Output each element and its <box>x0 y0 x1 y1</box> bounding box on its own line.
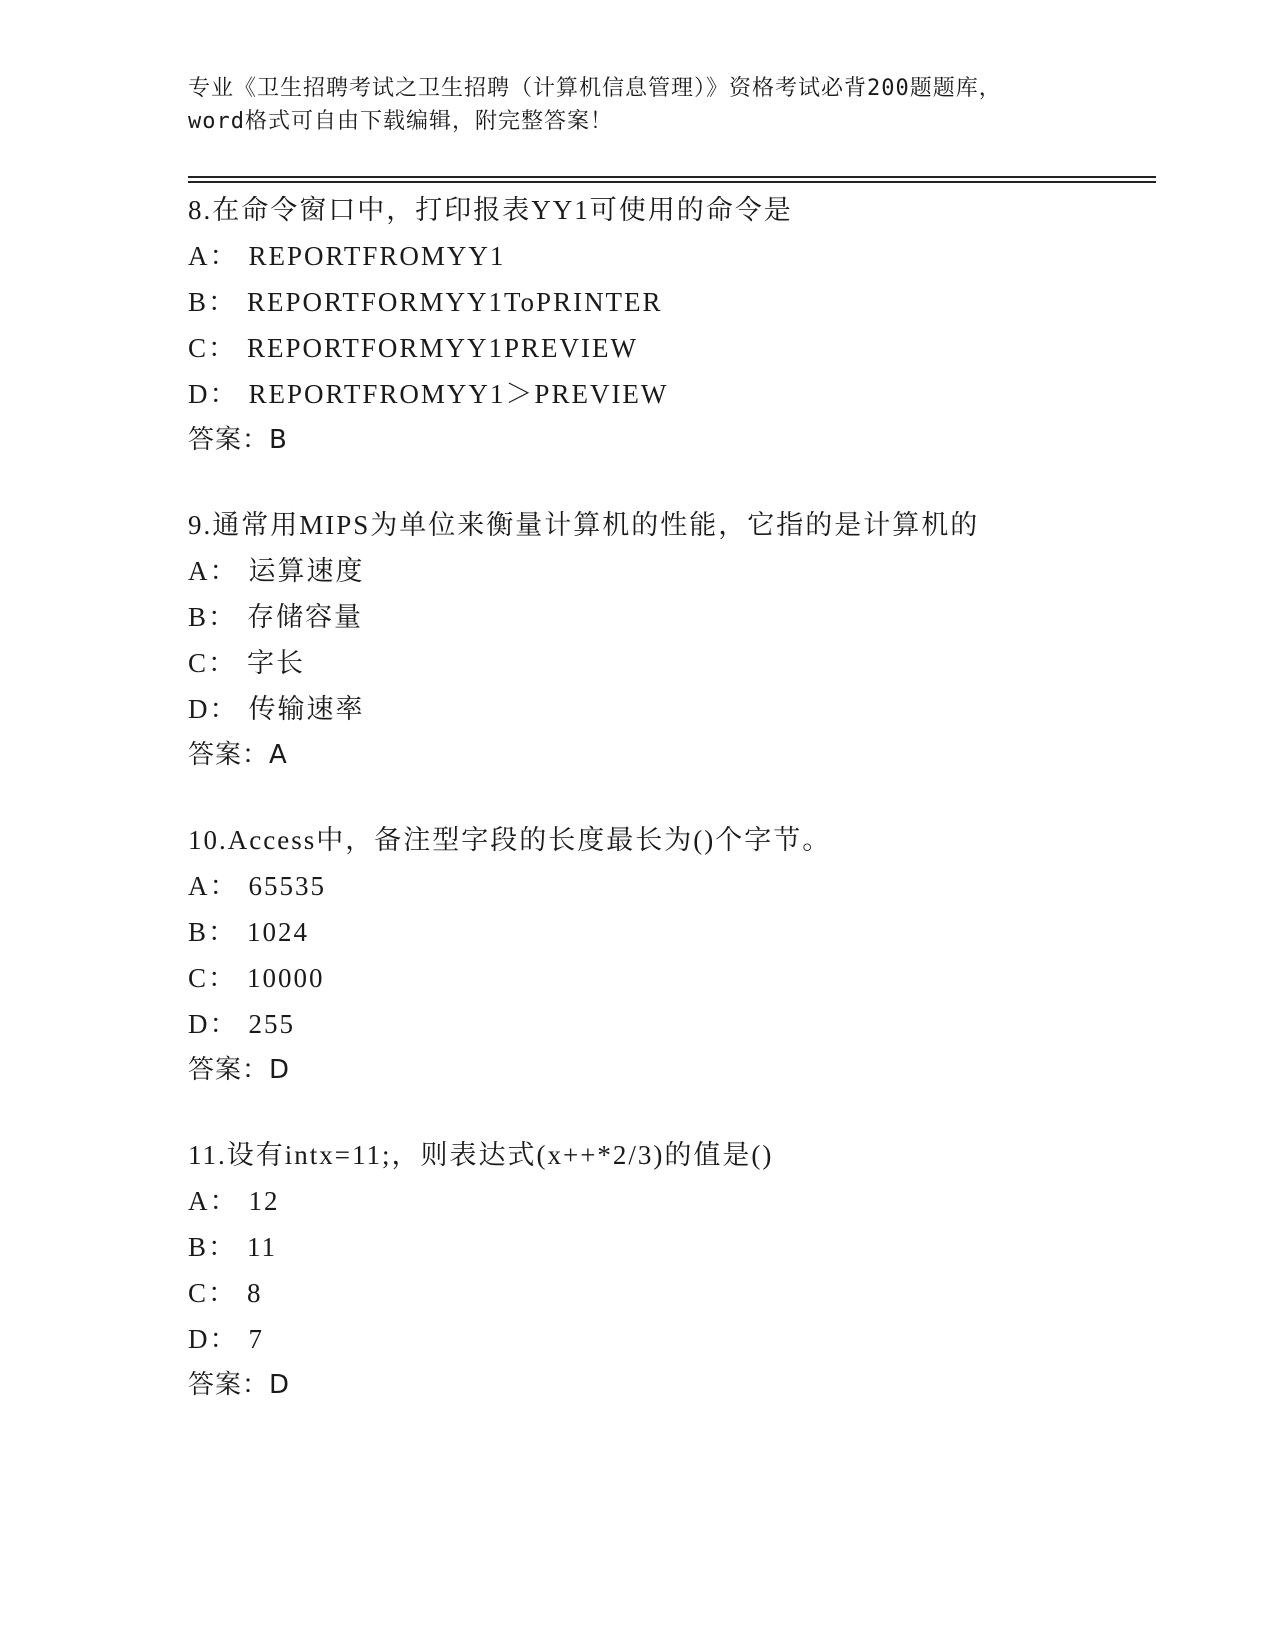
answer-line: 答案：D <box>188 1370 291 1400</box>
option-label: C： <box>188 648 238 678</box>
option-text: REPORTFORMYY1PREVIEW <box>247 333 638 363</box>
header-line-1: 专业《卫生招聘考试之卫生招聘（计算机信息管理）》资格考试必背200题题库， <box>188 76 1002 101</box>
option-text: 传输速率 <box>248 694 365 724</box>
option-label: C： <box>188 963 238 993</box>
header-divider-top <box>188 176 1156 178</box>
option-label: A： <box>188 556 239 586</box>
option-text: 1024 <box>247 917 310 947</box>
option-text: 12 <box>248 1186 280 1216</box>
option-b <box>188 594 1156 640</box>
answer-line: 答案：B <box>188 425 288 455</box>
option-text: 11 <box>247 1232 278 1262</box>
option-b <box>188 279 1156 325</box>
option-text: REPORTFROMYY1 <box>248 241 506 271</box>
question-11 <box>188 1132 1156 1408</box>
option-text: 7 <box>248 1324 264 1354</box>
option-label: D： <box>188 694 239 724</box>
option-c <box>188 1270 1156 1316</box>
option-label: A： <box>188 1186 239 1216</box>
option-b <box>188 909 1156 955</box>
question-stem: 10.Access中，备注型字段的长度最长为()个字节。 <box>188 825 832 855</box>
header-line-2: word格式可自由下载编辑，附完整答案！ <box>188 109 613 134</box>
option-label: B： <box>188 602 238 632</box>
option-label: B： <box>188 917 238 947</box>
option-text: 10000 <box>247 963 325 993</box>
question-8 <box>188 187 1156 463</box>
option-text: REPORTFROMYY1＞PREVIEW <box>248 379 669 409</box>
option-text: 运算速度 <box>248 556 365 586</box>
option-c <box>188 955 1156 1001</box>
answer-line: 答案：A <box>188 740 288 770</box>
option-d <box>188 371 1156 417</box>
question-stem: 8.在命令窗口中，打印报表YY1可使用的命令是 <box>188 195 793 225</box>
option-label: D： <box>188 1009 239 1039</box>
option-text: 65535 <box>248 871 326 901</box>
option-a <box>188 1178 1156 1224</box>
document-header <box>188 72 1088 138</box>
option-a <box>188 863 1156 909</box>
option-a <box>188 548 1156 594</box>
option-d <box>188 1001 1156 1047</box>
option-label: D： <box>188 1324 239 1354</box>
question-10 <box>188 817 1156 1093</box>
question-stem: 9.通常用MIPS为单位来衡量计算机的性能，它指的是计算机的 <box>188 510 980 540</box>
option-a <box>188 233 1156 279</box>
option-label: C： <box>188 1278 238 1308</box>
header-divider-bottom <box>188 181 1156 183</box>
question-9 <box>188 502 1156 778</box>
option-d <box>188 686 1156 732</box>
option-label: B： <box>188 287 238 317</box>
option-b <box>188 1224 1156 1270</box>
option-label: B： <box>188 1232 238 1262</box>
option-label: A： <box>188 871 239 901</box>
option-c <box>188 325 1156 371</box>
option-label: D： <box>188 379 239 409</box>
option-text: 字长 <box>247 648 306 678</box>
question-stem: 11.设有intx=11;，则表达式(x++*2/3)的值是() <box>188 1140 774 1170</box>
option-d <box>188 1316 1156 1362</box>
option-label: A： <box>188 241 239 271</box>
option-text: 存储容量 <box>247 602 364 632</box>
option-c <box>188 640 1156 686</box>
option-text: REPORTFORMYY1ToPRINTER <box>247 287 663 317</box>
option-label: C： <box>188 333 238 363</box>
option-text: 255 <box>248 1009 295 1039</box>
option-text: 8 <box>247 1278 263 1308</box>
answer-line: 答案：D <box>188 1055 291 1085</box>
